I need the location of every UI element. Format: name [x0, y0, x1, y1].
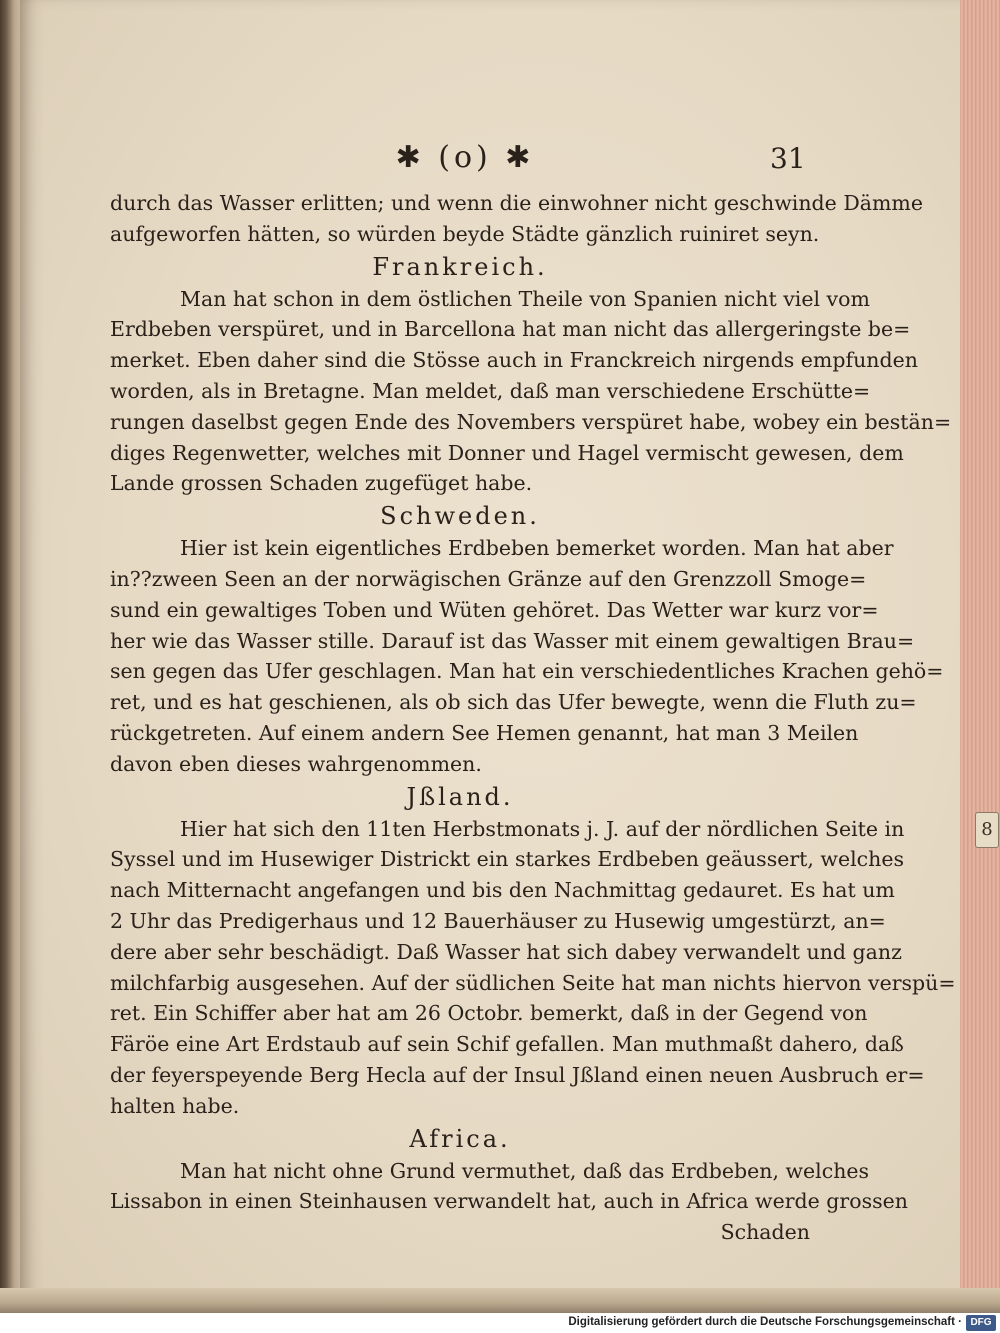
section-heading-schweden: Schweden.: [380, 502, 540, 531]
text-line: sen gegen das Ufer geschlagen. Man hat ein verschiedentliches Krachen gehö=: [110, 659, 944, 684]
text-line: Hier ist kein eigentliches Erdbeben bemerket worden. Man hat aber: [180, 536, 894, 561]
text-line: durch das Wasser erlitten; und wenn die einwohner nicht geschwinde Dämme: [110, 191, 923, 215]
text-line: der feyerspeyende Berg Hecla auf der Insul Jßland einen neuen Ausbruch er=: [110, 1062, 925, 1087]
text-line: Färöe eine Art Erdstaub auf sein Schif gefallen. Man muthmaßt dahero, daß: [110, 1032, 904, 1057]
page-body: [110, 188, 956, 1248]
edge-tab-marker: 8: [975, 812, 999, 848]
text-line: rückgetreten. Auf einem andern See Hemen genannt, hat man 3 Meilen: [110, 720, 859, 745]
text-line: dere aber sehr beschädigt. Daß Wasser hat sich dabey verwandelt und ganz: [110, 939, 902, 964]
text-line: ret, und es hat geschienen, als ob sich das Ufer bewegte, wenn die Fluth zu=: [110, 690, 917, 715]
section-heading-frankreich: Frankreich.: [372, 252, 548, 281]
text-line: worden, als in Bretagne. Man meldet, daß man verschiedene Erschütte=: [110, 378, 871, 403]
text-line: Lissabon in einen Steinhausen verwandelt hat, auch in Africa werde grossen: [110, 1189, 908, 1214]
text-line: merket. Eben daher sind die Stösse auch in Franckreich nirgends empfunden: [110, 348, 918, 373]
text-line: sund ein gewaltiges Toben und Wüten gehöret. Das Wetter war kurz vor=: [110, 597, 879, 622]
text-line: rungen daselbst gegen Ende des Novembers verspüret habe, wobey ein bestän=: [110, 409, 952, 434]
section-heading-africa: Africa.: [409, 1124, 511, 1153]
text-line: Hier hat sich den 11ten Herbstmonats j. J. auf der nördlichen Seite in: [180, 816, 905, 841]
text-line: davon eben dieses wahrgenommen.: [110, 751, 482, 776]
text-line: Man hat schon in dem östlichen Theile von Spanien nicht viel vom: [180, 286, 870, 311]
running-header: [110, 140, 810, 180]
catchword: Schaden: [720, 1220, 810, 1245]
dfg-logo: DFG: [966, 1315, 996, 1331]
text-line: her wie das Wasser stille. Darauf ist das Wasser mit einem gewaltigen Brau=: [110, 628, 915, 653]
footer-credit: Digitalisierung gefördert durch die Deutsche Forschungsgemeinschaft ·: [568, 1316, 962, 1328]
text-line: ret. Ein Schiffer aber hat am 26 Octobr. bemerkt, daß in der Gegend von: [110, 1001, 868, 1026]
text-line: in??zween Seen an der norwägischen Gränze auf den Grenzzoll Smoge=: [110, 566, 867, 591]
text-line: 2 Uhr das Predigerhaus und 12 Bauerhäuser zu Husewig umgestürzt, an=: [110, 908, 886, 933]
text-line: Lande grossen Schaden zugefüget habe.: [110, 471, 533, 496]
section-heading-island: Jßland.: [406, 782, 514, 811]
text-line: halten habe.: [110, 1093, 240, 1118]
header-ornament: ✱ (o) ✱: [395, 140, 535, 175]
text-line: Man hat nicht ohne Grund vermuthet, daß das Erdbeben, welches: [180, 1158, 870, 1183]
page-number: 31: [770, 142, 806, 175]
text-line: diges Regenwetter, welches mit Donner und Hagel vermischt gewesen, dem: [110, 440, 904, 465]
text-line: Erdbeben verspüret, und in Barcellona hat man nicht das allergeringste be=: [110, 317, 911, 342]
text-line: aufgeworfen hätten, so würden beyde Städte gänzlich ruiniret seyn.: [110, 221, 820, 246]
page-edges: [960, 0, 1000, 1313]
text-line: Syssel und im Husewiger Districkt ein starkes Erdbeben geäussert, welches: [110, 847, 904, 872]
text-line: nach Mitternacht angefangen und bis den Nachmittag gedauret. Es hat um: [110, 878, 895, 903]
bottom-page-edge: [0, 1288, 1000, 1313]
text-line: milchfarbig ausgesehen. Auf der südlichen Seite hat man nichts hiervon verspü=: [110, 970, 956, 995]
